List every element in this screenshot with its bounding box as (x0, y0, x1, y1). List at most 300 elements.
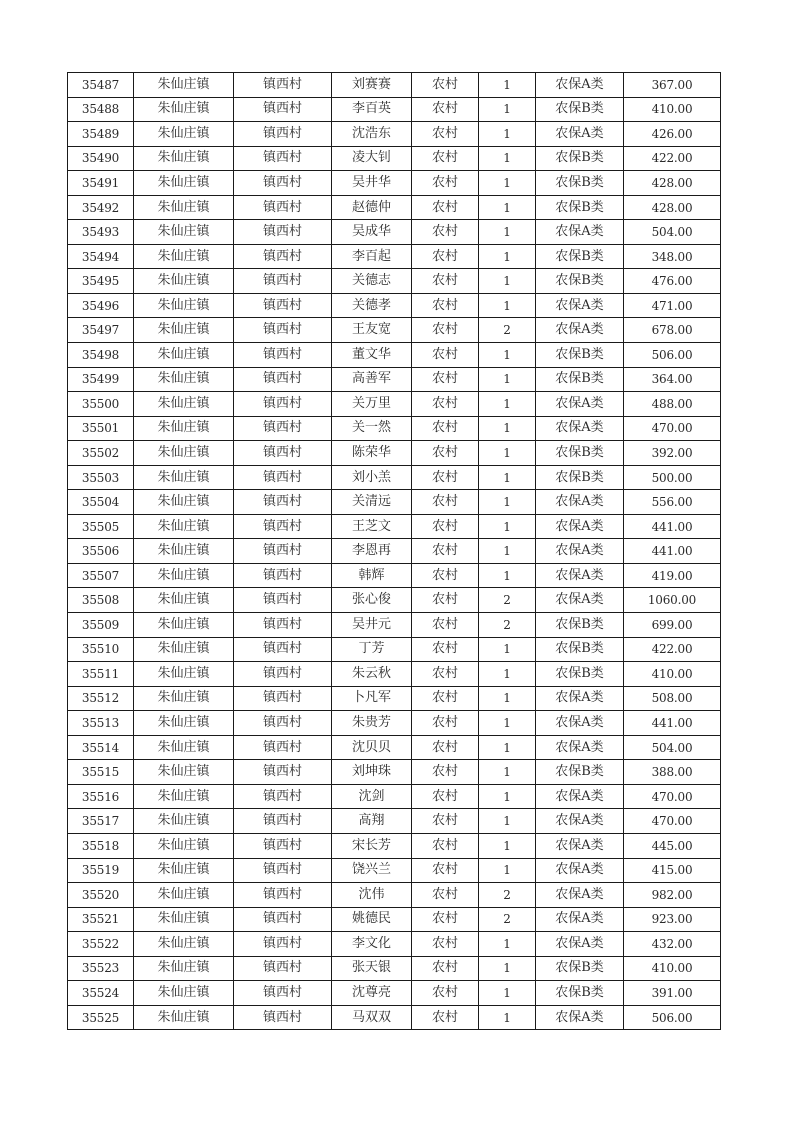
cell-category: 农保A类 (536, 784, 624, 809)
cell-amount: 415.00 (624, 858, 721, 883)
cell-type: 农村 (412, 858, 479, 883)
cell-count: 1 (479, 97, 536, 122)
cell-town: 朱仙庄镇 (134, 171, 234, 196)
cell-name: 刘坤珠 (332, 760, 412, 785)
cell-name: 韩辉 (332, 563, 412, 588)
cell-type: 农村 (412, 662, 479, 687)
cell-type: 农村 (412, 833, 479, 858)
cell-amount: 982.00 (624, 883, 721, 908)
cell-name: 陈荣华 (332, 441, 412, 466)
cell-name: 李百英 (332, 97, 412, 122)
cell-type: 农村 (412, 195, 479, 220)
cell-type: 农村 (412, 293, 479, 318)
cell-village: 镇西村 (234, 613, 332, 638)
cell-id: 35520 (68, 883, 134, 908)
cell-village: 镇西村 (234, 244, 332, 269)
cell-name: 朱贵芳 (332, 711, 412, 736)
cell-name: 姚德民 (332, 907, 412, 932)
table-row (68, 588, 721, 613)
cell-category: 农保A类 (536, 122, 624, 147)
cell-amount: 1060.00 (624, 588, 721, 613)
cell-category: 农保A类 (536, 563, 624, 588)
cell-id: 35489 (68, 122, 134, 147)
cell-category: 农保A类 (536, 392, 624, 417)
cell-category: 农保B类 (536, 637, 624, 662)
cell-village: 镇西村 (234, 293, 332, 318)
cell-id: 35513 (68, 711, 134, 736)
cell-amount: 348.00 (624, 244, 721, 269)
cell-count: 1 (479, 539, 536, 564)
cell-amount: 500.00 (624, 465, 721, 490)
cell-count: 1 (479, 833, 536, 858)
cell-village: 镇西村 (234, 416, 332, 441)
cell-village: 镇西村 (234, 637, 332, 662)
cell-type: 农村 (412, 956, 479, 981)
cell-category: 农保A类 (536, 809, 624, 834)
cell-amount: 410.00 (624, 97, 721, 122)
cell-count: 1 (479, 416, 536, 441)
cell-type: 农村 (412, 269, 479, 294)
table-row (68, 760, 721, 785)
cell-category: 农保B类 (536, 956, 624, 981)
table-row (68, 662, 721, 687)
cell-count: 1 (479, 981, 536, 1006)
cell-amount: 364.00 (624, 367, 721, 392)
cell-town: 朱仙庄镇 (134, 392, 234, 417)
cell-type: 农村 (412, 637, 479, 662)
cell-count: 2 (479, 588, 536, 613)
cell-count: 1 (479, 343, 536, 368)
cell-town: 朱仙庄镇 (134, 343, 234, 368)
cell-type: 农村 (412, 146, 479, 171)
cell-count: 1 (479, 146, 536, 171)
cell-category: 农保B类 (536, 171, 624, 196)
cell-amount: 367.00 (624, 73, 721, 98)
table-row (68, 293, 721, 318)
cell-id: 35515 (68, 760, 134, 785)
cell-amount: 504.00 (624, 220, 721, 245)
cell-id: 35514 (68, 735, 134, 760)
table-row (68, 711, 721, 736)
cell-village: 镇西村 (234, 73, 332, 98)
cell-category: 农保B类 (536, 269, 624, 294)
cell-type: 农村 (412, 392, 479, 417)
cell-village: 镇西村 (234, 1005, 332, 1030)
table-row (68, 539, 721, 564)
cell-id: 35504 (68, 490, 134, 515)
cell-count: 2 (479, 613, 536, 638)
table-row (68, 686, 721, 711)
cell-town: 朱仙庄镇 (134, 858, 234, 883)
cell-category: 农保A类 (536, 588, 624, 613)
cell-count: 1 (479, 858, 536, 883)
cell-count: 1 (479, 220, 536, 245)
cell-type: 农村 (412, 563, 479, 588)
cell-amount: 441.00 (624, 514, 721, 539)
cell-town: 朱仙庄镇 (134, 956, 234, 981)
cell-category: 农保A类 (536, 73, 624, 98)
cell-amount: 470.00 (624, 809, 721, 834)
cell-village: 镇西村 (234, 392, 332, 417)
table-row (68, 171, 721, 196)
cell-type: 农村 (412, 883, 479, 908)
cell-village: 镇西村 (234, 220, 332, 245)
cell-amount: 419.00 (624, 563, 721, 588)
cell-name: 王芝文 (332, 514, 412, 539)
table-row (68, 73, 721, 98)
cell-town: 朱仙庄镇 (134, 613, 234, 638)
cell-id: 35509 (68, 613, 134, 638)
table-row (68, 490, 721, 515)
cell-amount: 678.00 (624, 318, 721, 343)
cell-town: 朱仙庄镇 (134, 907, 234, 932)
cell-type: 农村 (412, 809, 479, 834)
table-row (68, 956, 721, 981)
cell-amount: 504.00 (624, 735, 721, 760)
table-row (68, 465, 721, 490)
cell-town: 朱仙庄镇 (134, 883, 234, 908)
cell-type: 农村 (412, 514, 479, 539)
cell-category: 农保B类 (536, 441, 624, 466)
cell-id: 35524 (68, 981, 134, 1006)
cell-id: 35491 (68, 171, 134, 196)
cell-name: 马双双 (332, 1005, 412, 1030)
cell-name: 沈剑 (332, 784, 412, 809)
cell-category: 农保B类 (536, 146, 624, 171)
cell-amount: 388.00 (624, 760, 721, 785)
cell-name: 沈伟 (332, 883, 412, 908)
cell-village: 镇西村 (234, 784, 332, 809)
table-row (68, 809, 721, 834)
cell-category: 农保A类 (536, 711, 624, 736)
cell-id: 35507 (68, 563, 134, 588)
cell-name: 吴井元 (332, 613, 412, 638)
cell-amount: 445.00 (624, 833, 721, 858)
cell-type: 农村 (412, 73, 479, 98)
cell-name: 饶兴兰 (332, 858, 412, 883)
cell-town: 朱仙庄镇 (134, 441, 234, 466)
cell-type: 农村 (412, 441, 479, 466)
cell-town: 朱仙庄镇 (134, 416, 234, 441)
cell-town: 朱仙庄镇 (134, 73, 234, 98)
cell-category: 农保A类 (536, 318, 624, 343)
cell-village: 镇西村 (234, 122, 332, 147)
cell-village: 镇西村 (234, 760, 332, 785)
cell-name: 张心俊 (332, 588, 412, 613)
cell-town: 朱仙庄镇 (134, 293, 234, 318)
table-row (68, 122, 721, 147)
cell-id: 35506 (68, 539, 134, 564)
cell-type: 农村 (412, 220, 479, 245)
table-row (68, 735, 721, 760)
cell-amount: 488.00 (624, 392, 721, 417)
table-row (68, 1005, 721, 1030)
cell-name: 关一然 (332, 416, 412, 441)
table-row (68, 318, 721, 343)
cell-category: 农保A类 (536, 858, 624, 883)
cell-type: 农村 (412, 784, 479, 809)
cell-category: 农保B类 (536, 465, 624, 490)
cell-name: 丁芳 (332, 637, 412, 662)
cell-type: 农村 (412, 97, 479, 122)
cell-town: 朱仙庄镇 (134, 588, 234, 613)
table-row (68, 392, 721, 417)
cell-count: 1 (479, 392, 536, 417)
cell-amount: 506.00 (624, 343, 721, 368)
cell-id: 35511 (68, 662, 134, 687)
table-body (68, 73, 721, 1030)
document-page (67, 72, 721, 1030)
cell-count: 1 (479, 514, 536, 539)
cell-type: 农村 (412, 318, 479, 343)
table-row (68, 514, 721, 539)
cell-amount: 428.00 (624, 171, 721, 196)
cell-name: 凌大钊 (332, 146, 412, 171)
cell-town: 朱仙庄镇 (134, 662, 234, 687)
cell-type: 农村 (412, 932, 479, 957)
cell-type: 农村 (412, 416, 479, 441)
cell-id: 35519 (68, 858, 134, 883)
cell-id: 35523 (68, 956, 134, 981)
table-row (68, 907, 721, 932)
cell-category: 农保A类 (536, 490, 624, 515)
table-row (68, 833, 721, 858)
cell-name: 关清远 (332, 490, 412, 515)
cell-id: 35493 (68, 220, 134, 245)
table-row (68, 343, 721, 368)
cell-name: 沈浩东 (332, 122, 412, 147)
cell-id: 35495 (68, 269, 134, 294)
cell-id: 35503 (68, 465, 134, 490)
cell-amount: 508.00 (624, 686, 721, 711)
cell-town: 朱仙庄镇 (134, 490, 234, 515)
cell-name: 吴井华 (332, 171, 412, 196)
cell-village: 镇西村 (234, 171, 332, 196)
cell-type: 农村 (412, 465, 479, 490)
cell-type: 农村 (412, 735, 479, 760)
cell-id: 35487 (68, 73, 134, 98)
cell-village: 镇西村 (234, 318, 332, 343)
cell-type: 农村 (412, 367, 479, 392)
cell-count: 1 (479, 662, 536, 687)
cell-village: 镇西村 (234, 146, 332, 171)
cell-village: 镇西村 (234, 539, 332, 564)
cell-name: 赵德仲 (332, 195, 412, 220)
cell-name: 高翔 (332, 809, 412, 834)
table-row (68, 220, 721, 245)
cell-village: 镇西村 (234, 514, 332, 539)
table-row (68, 97, 721, 122)
cell-type: 农村 (412, 539, 479, 564)
cell-amount: 471.00 (624, 293, 721, 318)
cell-category: 农保B类 (536, 97, 624, 122)
cell-category: 农保A类 (536, 514, 624, 539)
cell-amount: 556.00 (624, 490, 721, 515)
cell-id: 35517 (68, 809, 134, 834)
table-row (68, 195, 721, 220)
cell-id: 35522 (68, 932, 134, 957)
cell-village: 镇西村 (234, 735, 332, 760)
cell-name: 张天银 (332, 956, 412, 981)
cell-town: 朱仙庄镇 (134, 735, 234, 760)
cell-count: 1 (479, 269, 536, 294)
cell-amount: 432.00 (624, 932, 721, 957)
cell-type: 农村 (412, 1005, 479, 1030)
cell-town: 朱仙庄镇 (134, 122, 234, 147)
table-row (68, 981, 721, 1006)
cell-count: 1 (479, 171, 536, 196)
cell-village: 镇西村 (234, 465, 332, 490)
cell-village: 镇西村 (234, 441, 332, 466)
cell-id: 35508 (68, 588, 134, 613)
cell-count: 1 (479, 441, 536, 466)
cell-count: 2 (479, 318, 536, 343)
cell-amount: 428.00 (624, 195, 721, 220)
cell-town: 朱仙庄镇 (134, 711, 234, 736)
cell-count: 1 (479, 195, 536, 220)
cell-name: 刘小羔 (332, 465, 412, 490)
table-row (68, 146, 721, 171)
cell-id: 35494 (68, 244, 134, 269)
cell-name: 朱云秋 (332, 662, 412, 687)
cell-town: 朱仙庄镇 (134, 1005, 234, 1030)
benefit-table (67, 72, 721, 1030)
cell-village: 镇西村 (234, 711, 332, 736)
cell-town: 朱仙庄镇 (134, 637, 234, 662)
cell-count: 1 (479, 956, 536, 981)
cell-id: 35492 (68, 195, 134, 220)
table-row (68, 784, 721, 809)
cell-amount: 392.00 (624, 441, 721, 466)
cell-type: 农村 (412, 686, 479, 711)
cell-type: 农村 (412, 588, 479, 613)
cell-count: 1 (479, 711, 536, 736)
cell-amount: 923.00 (624, 907, 721, 932)
cell-count: 1 (479, 244, 536, 269)
cell-name: 李恩再 (332, 539, 412, 564)
cell-town: 朱仙庄镇 (134, 318, 234, 343)
cell-town: 朱仙庄镇 (134, 833, 234, 858)
cell-name: 董文华 (332, 343, 412, 368)
cell-town: 朱仙庄镇 (134, 981, 234, 1006)
table-row (68, 244, 721, 269)
cell-id: 35518 (68, 833, 134, 858)
cell-count: 1 (479, 735, 536, 760)
cell-category: 农保A类 (536, 293, 624, 318)
cell-name: 王友宽 (332, 318, 412, 343)
cell-name: 刘赛赛 (332, 73, 412, 98)
cell-category: 农保A类 (536, 883, 624, 908)
cell-count: 1 (479, 465, 536, 490)
cell-category: 农保A类 (536, 907, 624, 932)
cell-count: 1 (479, 73, 536, 98)
cell-town: 朱仙庄镇 (134, 269, 234, 294)
cell-category: 农保A类 (536, 1005, 624, 1030)
cell-category: 农保A类 (536, 416, 624, 441)
cell-type: 农村 (412, 171, 479, 196)
cell-town: 朱仙庄镇 (134, 563, 234, 588)
cell-type: 农村 (412, 490, 479, 515)
cell-name: 卜凡军 (332, 686, 412, 711)
cell-amount: 441.00 (624, 539, 721, 564)
cell-category: 农保B类 (536, 244, 624, 269)
cell-village: 镇西村 (234, 932, 332, 957)
cell-count: 1 (479, 784, 536, 809)
cell-category: 农保A类 (536, 686, 624, 711)
cell-type: 农村 (412, 981, 479, 1006)
cell-id: 35500 (68, 392, 134, 417)
cell-category: 农保A类 (536, 539, 624, 564)
cell-category: 农保B类 (536, 613, 624, 638)
cell-name: 李文化 (332, 932, 412, 957)
cell-category: 农保B类 (536, 662, 624, 687)
cell-town: 朱仙庄镇 (134, 244, 234, 269)
cell-amount: 506.00 (624, 1005, 721, 1030)
cell-id: 35521 (68, 907, 134, 932)
cell-count: 1 (479, 1005, 536, 1030)
table-row (68, 416, 721, 441)
cell-id: 35512 (68, 686, 134, 711)
cell-village: 镇西村 (234, 269, 332, 294)
cell-village: 镇西村 (234, 563, 332, 588)
cell-count: 1 (479, 367, 536, 392)
cell-amount: 422.00 (624, 146, 721, 171)
cell-category: 农保B类 (536, 343, 624, 368)
cell-id: 35525 (68, 1005, 134, 1030)
cell-count: 1 (479, 809, 536, 834)
cell-amount: 410.00 (624, 956, 721, 981)
cell-amount: 441.00 (624, 711, 721, 736)
table-row (68, 441, 721, 466)
cell-town: 朱仙庄镇 (134, 195, 234, 220)
cell-name: 关德志 (332, 269, 412, 294)
cell-count: 1 (479, 932, 536, 957)
cell-amount: 476.00 (624, 269, 721, 294)
cell-count: 1 (479, 686, 536, 711)
cell-name: 高善军 (332, 367, 412, 392)
cell-village: 镇西村 (234, 662, 332, 687)
cell-category: 农保A类 (536, 735, 624, 760)
cell-amount: 699.00 (624, 613, 721, 638)
cell-town: 朱仙庄镇 (134, 220, 234, 245)
cell-count: 1 (479, 490, 536, 515)
cell-amount: 422.00 (624, 637, 721, 662)
table-row (68, 563, 721, 588)
cell-count: 1 (479, 122, 536, 147)
cell-id: 35490 (68, 146, 134, 171)
cell-type: 农村 (412, 613, 479, 638)
cell-name: 吴成华 (332, 220, 412, 245)
cell-village: 镇西村 (234, 97, 332, 122)
cell-id: 35502 (68, 441, 134, 466)
cell-category: 农保B类 (536, 760, 624, 785)
cell-amount: 426.00 (624, 122, 721, 147)
cell-name: 关万里 (332, 392, 412, 417)
table-row (68, 367, 721, 392)
cell-id: 35501 (68, 416, 134, 441)
cell-village: 镇西村 (234, 981, 332, 1006)
cell-category: 农保A类 (536, 833, 624, 858)
cell-id: 35510 (68, 637, 134, 662)
cell-id: 35497 (68, 318, 134, 343)
cell-town: 朱仙庄镇 (134, 784, 234, 809)
cell-count: 1 (479, 563, 536, 588)
table-row (68, 883, 721, 908)
cell-town: 朱仙庄镇 (134, 760, 234, 785)
cell-village: 镇西村 (234, 490, 332, 515)
cell-town: 朱仙庄镇 (134, 809, 234, 834)
cell-village: 镇西村 (234, 883, 332, 908)
